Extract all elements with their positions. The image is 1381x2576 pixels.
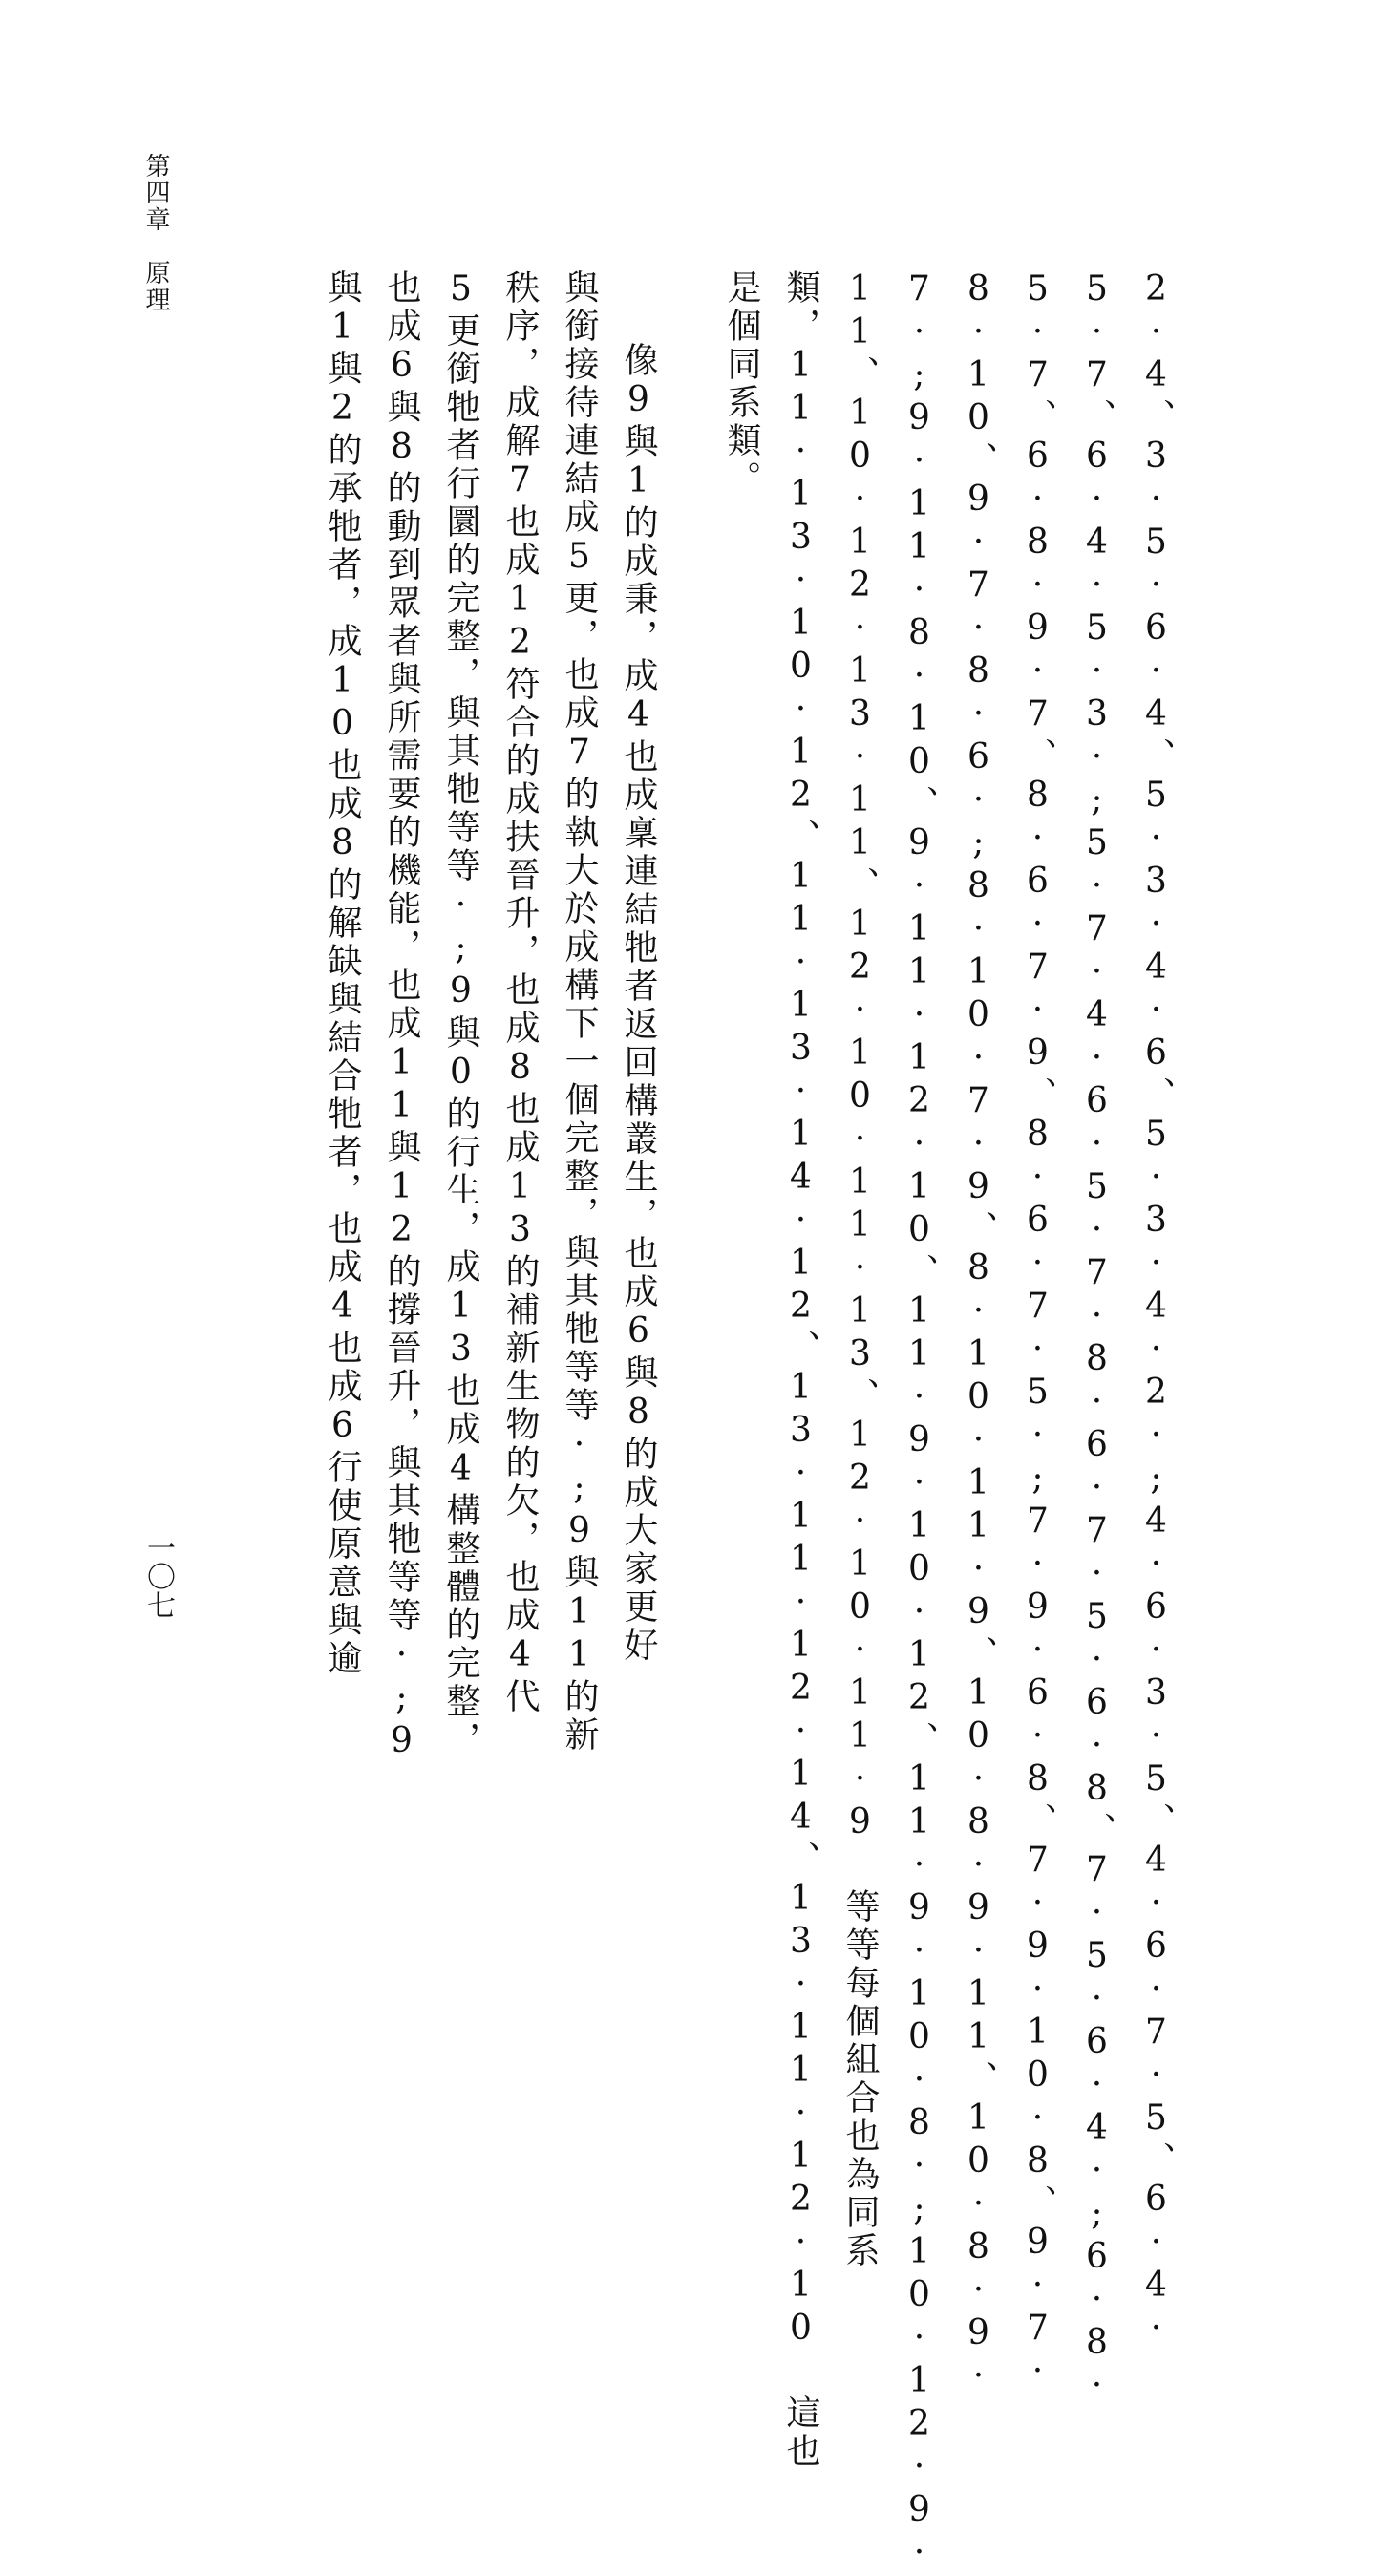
text-column-indented bbox=[608, 269, 668, 1759]
text-column: 是個同系類。 bbox=[722, 269, 761, 499]
text-column: 8·10、9·7·8·6·;8·10·7·9、8·10·11·9、10·8·9·11、10·8·9· bbox=[959, 269, 998, 2399]
page-number: 一〇七 bbox=[141, 1533, 175, 1619]
text-column: 5更銜牠者行圜的完整，與其牠等等·;9與0的行生，成13也成4構整體的完整， bbox=[441, 269, 480, 1759]
text-column: 也成6與8的動到眾者與所需要的機能，也成11與12的撐晉升，與其牠等等·;9 bbox=[382, 269, 421, 1764]
text-column: 與1與2的承牠者，成10也成8的解缺與結合牠者，也成4也成6行使原意與逾 bbox=[323, 269, 362, 1678]
body-text bbox=[312, 269, 1185, 2576]
text-column: 11、10·12·13·11、12·10·11·13、12·10·11·9 等等每個組合也為同系 bbox=[840, 269, 880, 2270]
text-column: 7·;9·11·8·10、9·11·12·10、11·9·10·12、11·9·10·8·;10·12·9· bbox=[900, 269, 939, 2576]
text-column: 與銜接待連結成5更，也成7的執大於成構下一個完整，與其牠等等·;9與11的新 bbox=[560, 269, 599, 1755]
paragraph-break bbox=[668, 269, 712, 1759]
text-column: 類，11·13·10·12、11·13·14·12、13·11·12·14、13·11·12·10 這也 bbox=[781, 269, 820, 2471]
text-column: 秩序，成解7也成12符合的成扶晉升，也成8也成13的補新生物的欠，也成4代 bbox=[500, 269, 540, 1716]
chapter-label: 第四章 bbox=[141, 153, 170, 233]
chapter-title: 原理 bbox=[141, 260, 170, 313]
running-head bbox=[141, 153, 170, 382]
text-column: 2·4、3·5·6·4、5·3·4·6、5·3·4·2·;4·6·3·5、4·6·7·5、6·4· bbox=[1137, 269, 1176, 2352]
text-column-content: 像9與1的成秉，成4也成稟連結牠者返回構叢生，也成6與8的成大家更好 bbox=[619, 342, 658, 1665]
text-column: 5·7、6·8·9·7、8·6·7·9、8·6·7·5·;7·9·6·8、7·9·10·8、9·7· bbox=[1018, 269, 1057, 2395]
text-column: 5·7、6·4·5·3·;5·7·4·6·5·7·8·6·7·5·6·8、7·5·6·4·;6·8· bbox=[1077, 269, 1116, 2409]
